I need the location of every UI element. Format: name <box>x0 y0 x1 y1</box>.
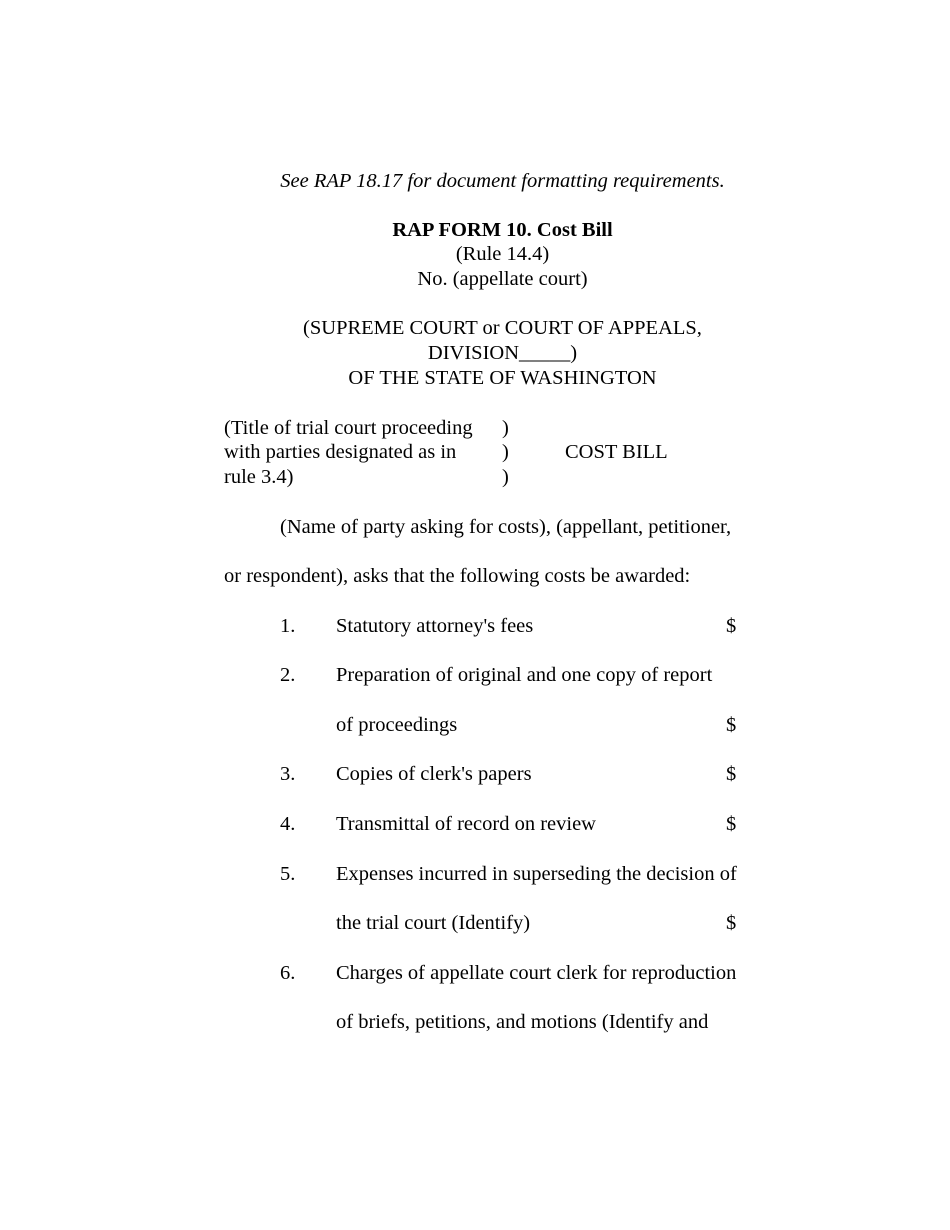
item-amount: $ <box>726 714 737 736</box>
court-name-line-1: (SUPREME COURT or COURT OF APPEALS, <box>303 317 702 339</box>
item-description-continued: of proceedings <box>336 714 458 736</box>
item-number: 4. <box>280 813 296 835</box>
item-description: Charges of appellate court clerk for reproduction <box>336 962 737 984</box>
intro-line-2: or respondent), asks that the following costs be awarded: <box>224 565 691 587</box>
caption-title-line-3: rule 3.4) <box>224 466 294 488</box>
item-amount: $ <box>726 813 737 835</box>
item-amount: $ <box>726 615 737 637</box>
court-state-line: OF THE STATE OF WASHINGTON <box>348 367 657 389</box>
item-number: 1. <box>280 615 296 637</box>
intro-line-1: (Name of party asking for costs), (appellant, petitioner, <box>280 516 732 538</box>
caption-title-line-1: (Title of trial court proceeding <box>224 417 473 439</box>
caption-paren-1: ) <box>502 417 509 439</box>
item-amount: $ <box>726 763 737 785</box>
caption-paren-3: ) <box>502 466 509 488</box>
rule-reference: (Rule 14.4) <box>455 243 550 265</box>
item-description: Transmittal of record on review <box>336 813 596 835</box>
item-number: 3. <box>280 763 296 785</box>
item-number: 2. <box>280 664 296 686</box>
caption-title-line-2: with parties designated as in <box>224 441 457 463</box>
document-title: COST BILL <box>565 441 668 463</box>
caption-paren-2: ) <box>502 441 509 463</box>
formatting-notice: See RAP 18.17 for document formatting requirements. <box>280 170 725 192</box>
case-number: No. (appellate court) <box>417 268 588 290</box>
item-description: Copies of clerk's papers <box>336 763 532 785</box>
item-description: Preparation of original and one copy of report <box>336 664 713 686</box>
form-title: RAP FORM 10. Cost Bill <box>392 219 613 241</box>
item-number: 6. <box>280 962 296 984</box>
court-division-line: DIVISION_____) <box>427 342 578 364</box>
item-number: 5. <box>280 863 296 885</box>
item-description: Expenses incurred in superseding the decision of <box>336 863 737 885</box>
item-description-continued: the trial court (Identify) <box>336 912 531 934</box>
item-description-continued: of briefs, petitions, and motions (Identify and <box>336 1011 709 1033</box>
item-amount: $ <box>726 912 737 934</box>
item-description: Statutory attorney's fees <box>336 615 534 637</box>
